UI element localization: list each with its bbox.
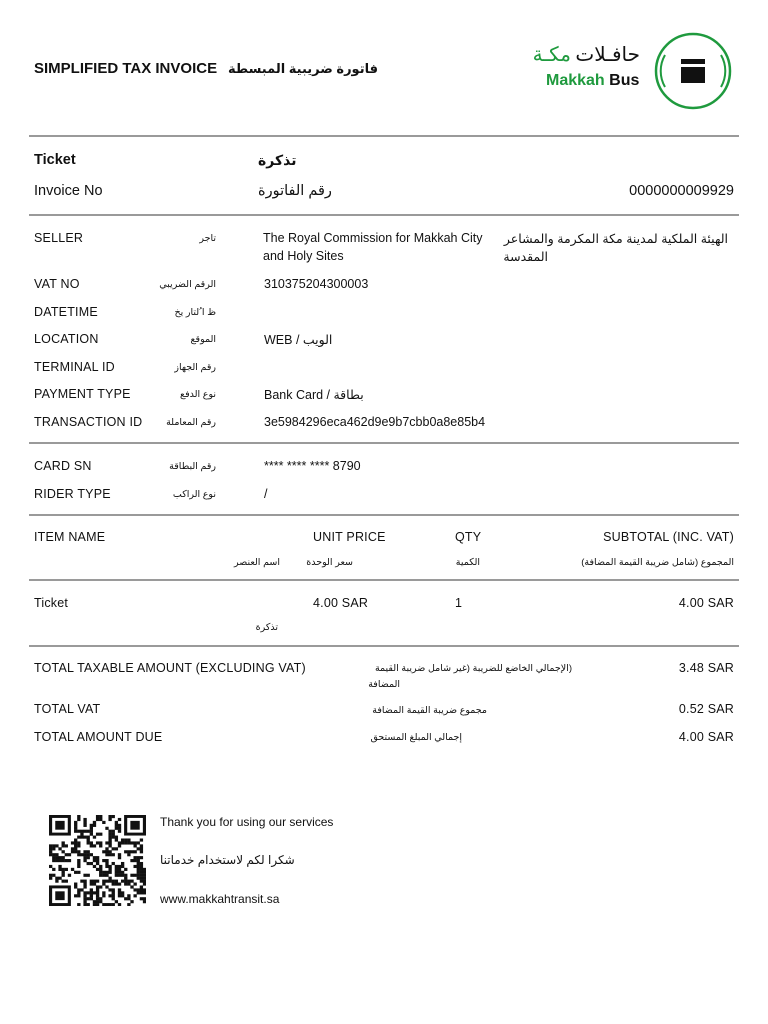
col-header-qty: QTY xyxy=(455,530,482,544)
col-header-qty-ar: الكمية xyxy=(455,557,480,568)
detail-value: 310375204300003 xyxy=(264,277,369,291)
total-label-en: TOTAL VAT xyxy=(34,702,101,716)
total-label-en: TOTAL AMOUNT DUE xyxy=(34,730,163,744)
detail-label-en: VAT NO xyxy=(34,277,80,291)
ticket-label-en: Ticket xyxy=(34,152,76,168)
total-value: 0.52 SAR xyxy=(678,702,734,716)
brand-name-en: Makkah Bus xyxy=(546,72,640,89)
detail-label-ar: الرقم الضريبي xyxy=(159,279,216,290)
total-label-ar: مجموع ضريبة القيمة المضافة xyxy=(372,705,487,716)
detail-label-ar: ظ ا ُلتار يخ xyxy=(174,307,216,318)
seller-value-en-2: and Holy Sites xyxy=(263,249,344,263)
col-header-unit-price-ar: سعر الوحدة xyxy=(306,557,353,568)
qr-code-icon xyxy=(49,815,146,906)
detail-label-en: DATETIME xyxy=(34,305,98,319)
detail-label-ar: رقم الجهاز xyxy=(174,362,216,373)
detail-label-ar: رقم المعاملة xyxy=(166,417,216,428)
invoice-title-en: SIMPLIFIED TAX INVOICE xyxy=(34,60,218,77)
col-header-unit-price: UNIT PRICE xyxy=(313,530,386,544)
col-header-subtotal: SUBTOTAL (INC. VAT) xyxy=(603,530,734,544)
kaaba-circle-icon xyxy=(651,31,735,111)
detail-label-ar: نوع الراكب xyxy=(172,489,216,500)
thank-you-ar: شكرا لكم لاستخدام خدماتنا xyxy=(160,853,295,867)
invoice-no-value: 0000000009929 xyxy=(629,183,734,199)
detail-label-en: SELLER xyxy=(34,231,84,245)
website-link[interactable]: www.makkahtransit.sa xyxy=(160,892,280,906)
item-name: Ticket xyxy=(34,596,69,610)
detail-label-en: CARD SN xyxy=(34,459,92,473)
detail-label-ar: تاجر xyxy=(199,233,216,244)
seller-value-en: The Royal Commission for Makkah City xyxy=(263,231,483,245)
col-header-item-name-ar: اسم العنصر xyxy=(233,557,280,568)
detail-label-ar: نوع الدفع xyxy=(180,389,216,400)
total-value: 4.00 SAR xyxy=(678,730,734,744)
seller-value-ar: الهيئة الملكية لمدينة مكة المكرمة والمشاعر xyxy=(503,232,728,246)
thank-you-en: Thank you for using our services xyxy=(160,815,334,829)
invoice-no-label-ar: رقم الفاتورة xyxy=(258,183,332,199)
detail-label-en: LOCATION xyxy=(34,332,99,346)
total-label-ar-2: المضافة xyxy=(368,679,400,690)
detail-value: Bank Card / بطاقة xyxy=(264,388,364,402)
invoice-no-label-en: Invoice No xyxy=(34,183,103,199)
total-label-en: TOTAL TAXABLE AMOUNT (EXCLUDING VAT) xyxy=(34,661,306,675)
total-label-ar: إجمالي المبلغ المستحق xyxy=(370,732,462,743)
ticket-label-ar: تذكرة xyxy=(258,152,297,168)
detail-label-ar: الموقع xyxy=(190,334,216,345)
detail-value: **** **** **** 8790 xyxy=(264,459,361,473)
detail-value: / xyxy=(264,487,268,501)
item-unit-price: 4.00 SAR xyxy=(313,596,369,610)
total-label-ar: (الإجمالي الخاضع للضريبة (غير شامل ضريبة القيمة xyxy=(374,663,572,674)
detail-label-en: PAYMENT TYPE xyxy=(34,387,131,401)
detail-value: 3e5984296eca462d9e9b7cbb0a8e85b4 xyxy=(264,415,486,429)
item-qty: 1 xyxy=(455,596,463,610)
detail-label-en: TERMINAL ID xyxy=(34,360,115,374)
seller-value-ar-2: المقدسة xyxy=(503,250,548,264)
col-header-subtotal-ar: المجموع (شامل ضريبة القيمة المضافة) xyxy=(581,557,734,568)
invoice-title-ar: فاتورة ضريبية المبسطة xyxy=(228,61,378,76)
detail-value: WEB / الويب xyxy=(264,333,333,347)
detail-label-en: RIDER TYPE xyxy=(34,487,111,501)
detail-label-en: TRANSACTION ID xyxy=(34,415,143,429)
item-subtotal: 4.00 SAR xyxy=(678,596,734,610)
item-name-ar: تذكرة xyxy=(255,622,278,633)
brand-name-ar: حافـلات مكـة xyxy=(532,44,640,66)
total-value: 3.48 SAR xyxy=(678,661,734,675)
col-header-item-name: ITEM NAME xyxy=(34,530,106,544)
detail-label-ar: رقم البطاقة xyxy=(169,461,216,472)
